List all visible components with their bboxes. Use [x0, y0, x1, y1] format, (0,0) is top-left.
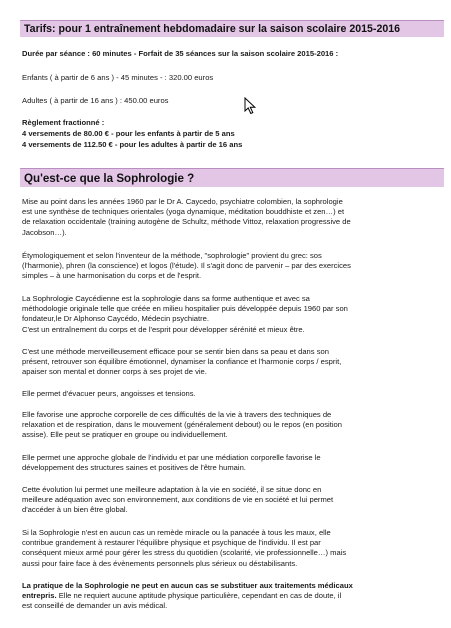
paragraph-8 [22, 485, 442, 516]
sophrologie-header: Qu'est-ce que la Sophrologie ? [20, 168, 444, 187]
text-line: C'est un entraînement du corps et de l'esprit pour développer sérénité et mieux être. [22, 324, 305, 334]
text-line: de relaxation occidentale (training autogène de Schultz, méthode Vittoz, relaxation progressive de [22, 217, 351, 227]
text-line: contribue grandement à restaurer l'équilibre physique et psychique de l'individu. Il est par [22, 538, 321, 548]
text-line: C'est une méthode merveilleusement efficace pour se sentir bien dans sa peau et dans son [22, 347, 329, 356]
text-normal: Elle ne requiert aucune aptitude physique particulière, cependant en cas de doute, il [56, 591, 342, 601]
text-line: d'accéder à un bien être global. [22, 505, 128, 515]
text-line: Elle permet une approche globale de l'individu et par une médiation corporelle favorise le [22, 453, 321, 462]
text-line: simples – à une harmonisation du corps et de l'esprit. [22, 271, 202, 281]
text-line: fondateur,le Dr Alphonso Caycédo, Médecin psychiatre. [22, 314, 209, 324]
text-line: présent, retrouver son équilibre émotionnel, dynamiser la confiance et l'harmonie corps / esprit, [22, 357, 342, 367]
paragraph-5 [22, 389, 442, 399]
reglement-enfants: 4 versements de 80.00 € - pour les enfants à partir de 5 ans [22, 129, 235, 138]
reglement-title: Règlement fractionné : [22, 118, 105, 127]
text-line: (l'harmonie), phren (la conscience) et logos (l'étude). Il s'agit donc de parvenir – par des exercices [22, 261, 351, 271]
text-line: Cette évolution lui permet une meilleure adaptation à la vie en société, il se situe donc en [22, 485, 322, 494]
paragraph-2 [22, 251, 442, 282]
tarif-adultes: Adultes ( à partir de 16 ans ) : 450.00 euros [22, 96, 169, 105]
text-line: Mise au point dans les années 1960 par le Dr A. Caycedo, psychiatre colombien, la sophrologie [22, 197, 343, 206]
paragraph-1 [22, 197, 442, 238]
text-line: La pratique de la Sophrologie ne peut en aucun cas se substituer aux traitements médicaux [22, 581, 353, 590]
reglement-adultes: 4 versements de 112.50 € - pour les adultes à partir de 16 ans [22, 140, 243, 149]
text-line: est une synthèse de techniques orientales (yoga dynamique, méditation bouddhiste et zen…) et [22, 207, 345, 217]
text-line: conséquent mieux armé pour gérer les stress du quotidien (scolarité, vie professionnelle…) mais [22, 548, 347, 558]
text-line: meilleure adéquation avec son environnement, aux conditions de vie en société et lui permet [22, 495, 334, 505]
text-line [22, 591, 442, 601]
duree-line: Durée par séance : 60 minutes - Forfait de 35 séances sur la saison scolaire 2015-2016 : [22, 49, 339, 58]
tarifs-header: Tarifs: pour 1 entraînement hebdomadaire sur la saison scolaire 2015-2016 [20, 20, 444, 37]
text-line: développement des structures saines et positives de l'être humain. [22, 463, 246, 473]
mouse-pointer-icon [244, 97, 258, 115]
text-line: La Sophrologie Caycédienne est la sophrologie dans sa forme authentique et avec sa [22, 294, 310, 303]
text-line: Étymologiquement et selon l'inventeur de la méthode, "sophrologie" provient du grec: sos [22, 251, 322, 260]
text-line: Elle permet d'évacuer peurs, angoisses et tensions. [22, 389, 196, 398]
text-line: Jacobson…). [22, 227, 67, 237]
paragraph-4 [22, 347, 442, 378]
text-line: relaxation et de respiration, dans le mouvement (généralement debout) ou le repos (en position [22, 420, 342, 430]
text-line: méthodologie originale telle que créée en milieu hospitalier puis développée depuis 1960 par son [22, 304, 348, 314]
text-line: apaiser son mental et donner corps à ses projet de vie. [22, 367, 207, 377]
paragraph-9 [22, 528, 442, 569]
paragraph-6 [22, 410, 442, 441]
text-line: aussi pour faire face à des évènements personnels plus sérieux ou déstabilisants. [22, 558, 298, 568]
text-bold: entrepris. [22, 591, 57, 601]
paragraph-7 [22, 453, 442, 473]
text-line: assise). Elle peut se pratiquer en groupe ou individuellement. [22, 430, 228, 440]
paragraph-3 [22, 294, 442, 335]
text-line: Si la Sophrologie n'est en aucun cas un remède miracle ou la panacée à tous les maux, elle [22, 528, 331, 537]
tarif-enfants: Enfants ( à partir de 6 ans ) - 45 minutes - : 320.00 euros [22, 73, 214, 82]
text-line: est conseillé de demander un avis médical. [22, 601, 168, 611]
paragraph-10 [22, 581, 442, 612]
text-line: Elle favorise une approche corporelle de ces difficultés de la vie à travers des techniques de [22, 410, 332, 419]
